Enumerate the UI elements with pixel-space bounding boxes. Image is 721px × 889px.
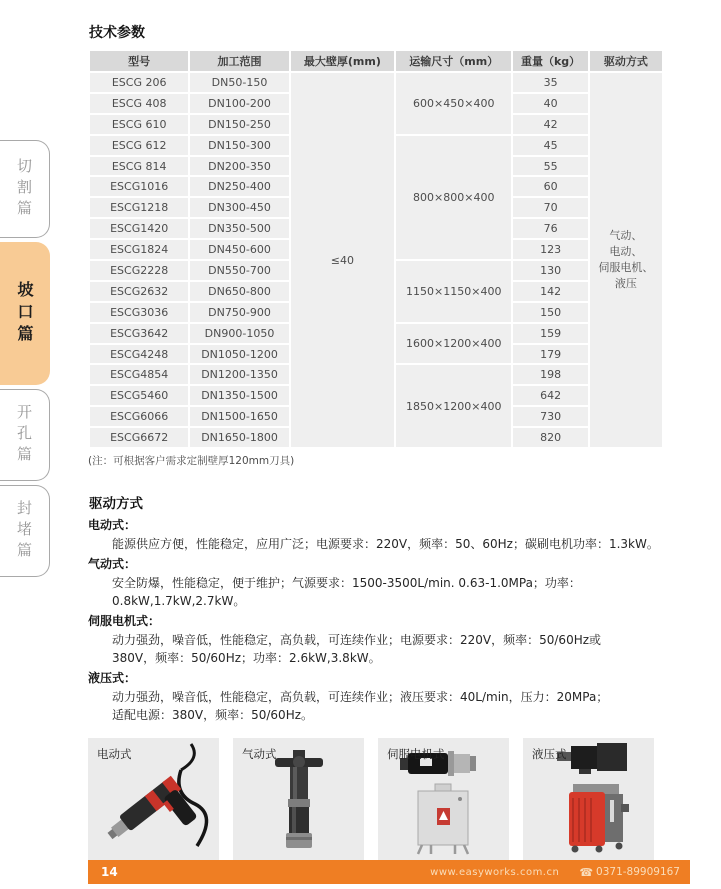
transport-size-cell: 1150×1150×400 [396,261,511,322]
page-content [88,22,664,864]
drive-section-body [88,517,664,725]
weight-cell: 60 [513,177,587,196]
transport-size-cell: 800×800×400 [396,136,511,259]
weight-cell: 70 [513,198,587,217]
model-cell: ESCG 612 [90,136,188,155]
model-cell: ESCG 408 [90,94,188,113]
drive-item-text: 380V，频率：50/60Hz；功率：2.6kW,3.8kW。 [112,651,381,666]
product-card-label: 液压式 [532,746,567,761]
weight-cell: 179 [513,345,587,364]
spec-table-header-cell: 驱动方式 [590,51,662,71]
range-cell: DN1500-1650 [190,407,288,426]
sidebar-tab-label: 坡口篇 [15,280,34,347]
drive-item-text: 动力强劲，噪音低，性能稳定，高负载，可连续作业；液压要求：40L/min，压力：20MPa； [112,689,609,704]
product-card-electric [88,738,219,864]
product-card-pneumatic [233,738,364,864]
product-card-servo [378,738,509,864]
drive-item-text: 动力强劲，噪音低，性能稳定，高负载，可连续作业；电源要求：220V，频率：50/60Hz或 [112,632,602,647]
weight-cell: 130 [513,261,587,280]
page-number: 14 [101,865,118,879]
range-cell: DN1650-1800 [190,428,288,447]
weight-cell: 123 [513,240,587,259]
weight-cell: 40 [513,94,587,113]
transport-size-cell: 1600×1200×400 [396,324,511,364]
weight-cell: 730 [513,407,587,426]
spec-table-header-cell: 加工范围 [190,51,288,71]
model-cell: ESCG5460 [90,386,188,405]
drive-item-text: 安全防爆，性能稳定，便于维护；气源要求：1500-3500L/min. 0.63-1.0MPa；功率： [112,575,581,590]
footer-bar [88,860,690,884]
product-cards-row [88,738,664,864]
range-cell: DN250-400 [190,177,288,196]
product-card-label: 电动式 [97,746,132,761]
weight-cell: 159 [513,324,587,343]
range-cell: DN650-800 [190,282,288,301]
drive-section-title: 驱动方式 [89,496,143,513]
transport-size-cell: 1850×1200×400 [396,365,511,447]
drive-item-text: 能源供应方便，性能稳定，应用广泛；电源要求：220V，频率：50、60Hz；碳刷电机功率：1.3kW。 [112,537,659,552]
model-cell: ESCG 610 [90,115,188,134]
sidebar-tab-label: 切割篇 [15,157,33,221]
range-cell: DN1200-1350 [190,365,288,384]
weight-cell: 35 [513,73,587,92]
model-cell: ESCG 206 [90,73,188,92]
range-cell: DN1050-1200 [190,345,288,364]
model-cell: ESCG4854 [90,365,188,384]
weight-cell: 198 [513,365,587,384]
weight-cell: 45 [513,136,587,155]
model-cell: ESCG1420 [90,219,188,238]
sidebar-tab-label: 开孔篇 [15,403,33,467]
model-cell: ESCG4248 [90,345,188,364]
range-cell: DN350-500 [190,219,288,238]
model-cell: ESCG1824 [90,240,188,259]
model-cell: ESCG 814 [90,157,188,176]
product-card-label: 气动式 [242,746,277,761]
weight-cell: 55 [513,157,587,176]
spec-table-header-cell: 运输尺寸（mm） [396,51,511,71]
phone-icon: ☎ [579,865,594,879]
footer-phone [579,866,680,879]
range-cell: DN550-700 [190,261,288,280]
transport-size-cell: 600×450×400 [396,73,511,134]
model-cell: ESCG6672 [90,428,188,447]
range-cell: DN50-150 [190,73,288,92]
drive-item-text: 0.8kW,1.7kW,2.7kW。 [112,594,246,609]
spec-table-header-cell: 型号 [90,51,188,71]
weight-cell: 142 [513,282,587,301]
spec-table-header-cell: 重量（kg） [513,51,587,71]
sidebar-tab-beveling[interactable] [0,242,50,385]
drive-item-title: 伺服电机式： [88,613,161,628]
model-cell: ESCG1016 [90,177,188,196]
drive-type-cell: 气动、 电动、 伺服电机、 液压 [590,73,662,447]
sidebar-tab-plugging[interactable] [0,485,50,577]
model-cell: ESCG6066 [90,407,188,426]
weight-cell: 76 [513,219,587,238]
spec-table-row [90,73,662,92]
spec-table-header-row [90,51,662,71]
drive-item-text: 适配电源：380V，频率：50/60Hz。 [112,708,314,723]
range-cell: DN200-350 [190,157,288,176]
page-title: 技术参数 [89,25,145,41]
spec-table-body [90,73,662,447]
range-cell: DN300-450 [190,198,288,217]
range-cell: DN450-600 [190,240,288,259]
model-cell: ESCG3036 [90,303,188,322]
model-cell: ESCG2632 [90,282,188,301]
drive-item-title: 气动式： [88,556,137,571]
drive-item-title: 液压式： [88,670,137,685]
footer-phone-number: 0371-89909167 [596,866,680,878]
spec-table-header-cell: 最大壁厚(mm) [291,51,394,71]
range-cell: DN150-250 [190,115,288,134]
sidebar-tab-hole-drilling[interactable] [0,389,50,481]
footer-contact [430,866,680,879]
sidebar-tab-cutting[interactable] [0,140,50,238]
model-cell: ESCG1218 [90,198,188,217]
table-note: (注：可根据客户需求定制壁厚120mm刀具) [88,455,295,468]
product-card-hydraulic [523,738,654,864]
spec-table [88,49,664,449]
range-cell: DN100-200 [190,94,288,113]
max-wall-thickness-cell: ≤40 [291,73,394,447]
model-cell: ESCG3642 [90,324,188,343]
footer-website: www.easyworks.com.cn [430,866,560,878]
drive-item-title: 电动式： [88,518,137,533]
model-cell: ESCG2228 [90,261,188,280]
range-cell: DN900-1050 [190,324,288,343]
range-cell: DN750-900 [190,303,288,322]
weight-cell: 820 [513,428,587,447]
weight-cell: 42 [513,115,587,134]
weight-cell: 642 [513,386,587,405]
sidebar-tab-label: 封堵篇 [15,499,33,563]
range-cell: DN1350-1500 [190,386,288,405]
range-cell: DN150-300 [190,136,288,155]
product-card-label: 伺服电机式 [387,746,445,761]
weight-cell: 150 [513,303,587,322]
